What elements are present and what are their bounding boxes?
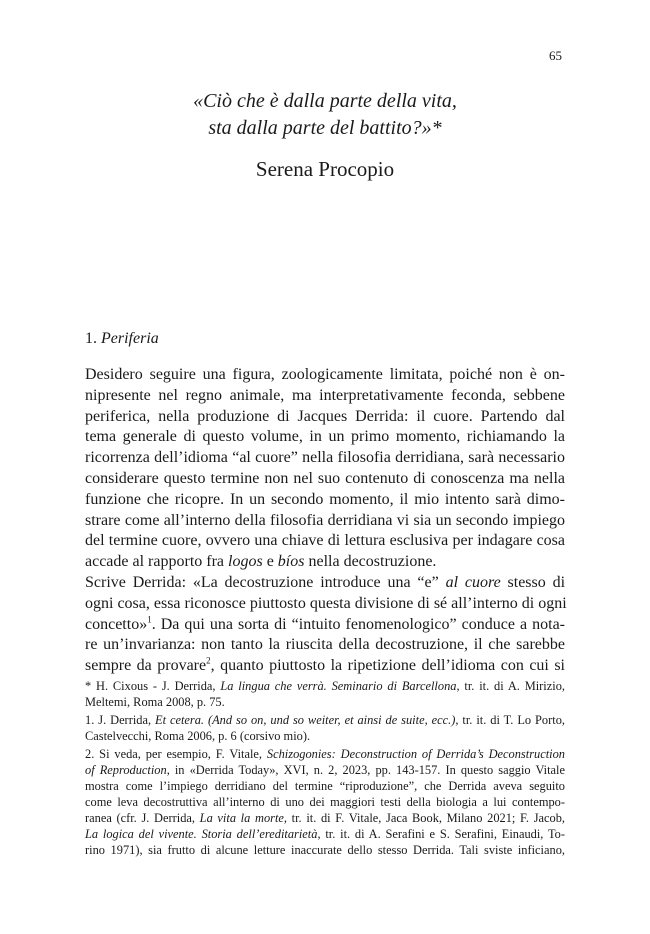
text-line	[85, 810, 565, 826]
text-fragment: ranea (cfr. J. Derrida,	[85, 811, 200, 825]
footnote-ref-1[interactable]: 1	[147, 614, 152, 625]
text-fragment: Scrive Derrida: «La decostruzione introduce una “e”	[85, 573, 446, 591]
text-line: come leva decostruttiva all’interno di uno dei maggiori testi della biologia a lui contempo-	[85, 795, 565, 809]
text-line	[85, 746, 565, 762]
text-fragment: , tr. it. di A. Mirizio,	[456, 679, 565, 693]
title-line-1: «Ciò che è dalla parte della vita,	[193, 90, 457, 112]
text-line: funzione che ricopre. In un secondo momento, il mio intento sarà dimo-	[85, 490, 565, 508]
section-heading	[85, 330, 159, 348]
text-fragment: , in «Derrida Today», XVI, n. 2, 2023, pp. 143-157. In questo saggio Vitale	[166, 763, 565, 777]
text-line	[85, 573, 565, 594]
paragraph-1	[85, 365, 565, 573]
text-line	[85, 615, 565, 636]
text-fragment: accade al rapporto fra	[85, 553, 229, 571]
text-fragment: sempre da provare	[85, 657, 207, 675]
text-fragment: . Da qui una sorta di “intuito fenomenologico” conduce a nota-	[151, 615, 565, 633]
text-fragment: , quanto piuttosto la ripetizione dell’idioma con cui si	[210, 657, 566, 675]
footnotes	[85, 678, 565, 860]
text-fragment: * H. Cixous - J. Derrida,	[85, 679, 221, 693]
text-fragment: 1. J. Derrida,	[85, 713, 156, 727]
text-fragment: e	[262, 553, 278, 571]
text-fragment: 2. Si veda, per esempio, F. Vitale,	[85, 747, 267, 761]
author-name: Serena Procopio	[255, 157, 395, 181]
text-line: tema generale di questo volume, in un primo momento, richiamando la	[85, 428, 565, 446]
text-line: Meltemi, Roma 2008, p. 75.	[85, 695, 225, 709]
text-line: strare come all’interno della filosofia derridiana vi sia un secondo impiego	[85, 511, 565, 529]
text-line	[85, 552, 565, 573]
term-logos: logos	[228, 553, 263, 571]
text-line	[85, 712, 565, 728]
title-line-2: sta dalla parte del battito?»*	[208, 117, 442, 139]
text-line: Castelvecchi, Roma 2006, p. 6 (corsivo mio).	[85, 729, 311, 743]
book-title: Et cetera. (And so on, und so weiter, et ainsi de suite, ecc.)	[155, 713, 456, 727]
footnote-ref-2[interactable]: 2	[206, 655, 211, 666]
article-title-ref: of Reproduction	[85, 763, 167, 777]
text-line: ricorrenza dell’idioma “al cuore” nella filosofia derridiana, sarà necessario	[85, 449, 565, 467]
text-line: nipresente nel regno animale, ma interpretativamente feconda, sebbene	[85, 386, 565, 404]
text-line	[85, 826, 565, 842]
text-line: re un’invarianza: non tanto la riuscita della decostruzione, il che sarebbe	[85, 636, 565, 654]
section-title: Periferia	[101, 330, 159, 347]
term-bios: bíos	[277, 553, 305, 571]
text-fragment: , tr. it. di F. Vitale, Jaca Book, Milano 2021; F. Jacob,	[283, 811, 566, 825]
section-number: 1.	[85, 330, 97, 347]
article-title	[0, 88, 650, 142]
text-line: ogni cosa, essa riconosce piuttosto questa divisione di sé all’interno di ogni	[85, 594, 567, 612]
page-number: 65	[549, 48, 562, 63]
text-line: mostra come l’impiego derridiano del termine “riproduzione”, che Derrida aveva seguito	[85, 779, 565, 793]
text-fragment: nella decostruzione.	[304, 553, 437, 571]
text-fragment: concetto»	[85, 615, 148, 633]
paragraph-2	[85, 573, 565, 677]
text-line	[85, 762, 565, 778]
emphasis: al cuore	[445, 573, 501, 591]
footnote-1	[85, 712, 565, 744]
body-text	[85, 365, 565, 677]
text-line: rino 1971), sia frutto di alcune letture inaccurate dello stesso Derrida. Tali sviste inficiano,	[85, 843, 565, 857]
text-line: Desidero seguire una figura, zoologicamente limitata, poiché non è on-	[85, 366, 565, 383]
text-line	[85, 656, 565, 677]
text-fragment: , tr. it. di T. Lo Porto,	[455, 713, 565, 727]
text-fragment: stesso di	[500, 573, 566, 591]
book-title: La vita la morte	[199, 811, 284, 825]
text-line: considerare questo termine non nel suo contenuto di conoscenza ma nella	[85, 469, 565, 487]
book-title: La logica del vivente. Storia dell’ereditarietà	[85, 827, 318, 841]
footnote-star	[85, 678, 565, 710]
text-line	[85, 678, 565, 694]
article-title-ref: Schizogonies: Deconstruction of Derrida’s Deconstruction	[266, 747, 565, 761]
text-line: del termine cuore, ovvero una chiave di lettura esclusiva per indagare cosa	[85, 532, 565, 550]
book-title: La lingua che verrà. Seminario di Barcellona	[220, 679, 457, 693]
footnote-2	[85, 746, 565, 858]
text-line: periferica, nella produzione di Jacques Derrida: il cuore. Partendo dal	[85, 407, 565, 425]
text-fragment: , tr. it. di A. Serafini e S. Serafini, Einaudi, To-	[317, 827, 565, 841]
